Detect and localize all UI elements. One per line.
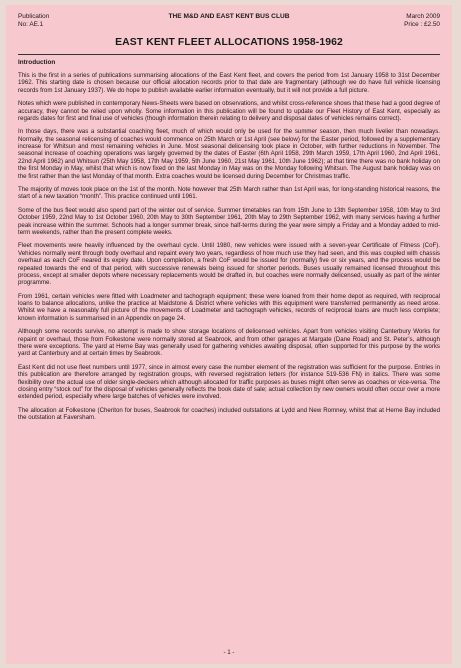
document-body — [18, 72, 440, 421]
date-price-info — [404, 13, 440, 29]
page-number: - 1 - — [223, 649, 235, 656]
paragraph: Fleet movements were heavily influenced by the overhaul cycle. Until 1980, new vehicles were issued with a seven-year Certificate of Fitness (CoF). Vehicles normally went through body overhaul and repaint every two years, regardless of how much use they had seen, and this was coupled with chassis overhaul as each CoF neared its expiry date. Upon completion, a fresh CoF would be issued for (normally) five or six years, and the process would be repeated towards the end of that period, with successive renewals being issued for shorter periods. Buses usually remained licensed throughout this process, except at smaller depots where necessary replacements would be drafted in, but coaches were normally delicensed, usually as part of the winter programme. — [18, 242, 440, 287]
paragraph: East Kent did not use fleet numbers until 1977, since in almost every case the number element of the registration was sufficient for the purpose. Entries in this publication are therefore arranged by registration groups, with reversed registration letters (for instance 519-536 FN) in italics. There was some flexibility over the actual use of older single-deckers which although allocated for traffic purposes as buses might often serve as coaches or vice-versa. The closing entry “stock out” for the disposal of vehicles generally reflects the book date of sale; actual collection by new owners would often occur over a more extended period, especially where large batches of vehicles were involved. — [18, 363, 440, 401]
publication-number: No: AE.1 — [18, 21, 44, 28]
paragraph: Notes which were published in contemporary News-Sheets were based on observations, and whilst cross-reference shows that these had a good degree of accuracy, they cannot be relied upon wholly. Some information in this publication will be found to update our Fleet History of East Kent, especially as regards dates for first and final use of vehicles (though information therein relating to delivery and disposal dates of vehicles remains correct). — [18, 100, 440, 122]
paragraph: In those days, there was a substantial coaching fleet, much of which would only be used for the summer season, then much livelier than nowadays. Normally, the seasonal relicensing of coaches would commence on 25th March or 1st April (see below) for the Easter period, followed by a supplementary increase for Whitsun and most remaining vehicles in June. Most seasonal delicensing took place in October, with further reductions in November. The seasonal increase of coaching operations was largely governed by the dates of Easter (6th April 1958, 29th March 1959, 17th April 1960, 2nd April 1961, 22nd April 1962) and Whitsun (25th May 1958, 17th May 1959, 5th June 1960, 21st May 1961, 10th June 1962); at that time there was no bank holiday on the first Monday in May, whilst that which is now fixed on the last Monday in May was on the Monday following Whitsun. The August bank holiday was on the first rather than the last Monday of that month. Extra coaches would be licensed during December for Christmas traffic. — [18, 128, 440, 180]
paragraph: This is the first in a series of publications summarising allocations of the East Kent fleet, and covers the period from 1st January 1958 to 31st December 1962. This starting date is chosen because our official allocation records prior to that date are fragmentary (although we do have full vehicle licensing records from 1st January 1937). We do hope to publish available earlier information eventually, but it will not provide a full picture. — [18, 72, 440, 94]
publication-date: March 2009 — [406, 13, 440, 20]
publication-label: Publication — [18, 13, 50, 20]
paragraph: Some of the bus fleet would also spend part of the winter out of service. Summer timetables ran from 15th June to 13th September 1958, 10th May to 3rd October 1959, 22nd May to 1st October 1960, 20th May to 30th September 1961, 20th May to 29th September 1962, with many services having a further peak increase within the summer. Schools had a longer summer break, since half-terms during the year were simply a Friday and a Monday added to mid-term weekends, rather than the present complete weeks. — [18, 206, 440, 236]
paragraph: Although some records survive, no attempt is made to show storage locations of delicensed vehicles. Apart from vehicles visiting Canterbury Works for repaint or overhaul, those from Folkestone were normally stored at Seabrook, and from other garages at Margate (Dane Road) and St. Peter’s, although there were exceptions. The yard at Herne Bay was generally used for gathering vehicles awaiting disposal, often supported for this purpose by the works yard at Canterbury and at certain times by Seabrook. — [18, 328, 440, 358]
page-header — [18, 13, 440, 35]
paragraph: The allocation at Folkestone (Cheriton for buses, Seabrook for coaches) included outstations at Lydd and New Romney, whilst that at Herne Bay included the outstation at Faversham. — [18, 406, 440, 422]
section-heading: Introduction — [18, 59, 56, 66]
document-title: EAST KENT FLEET ALLOCATIONS 1958-1962 — [115, 37, 343, 48]
paragraph: From 1961, certain vehicles were fitted with Loadmeter and tachograph equipment; these were loaned from their home depot as required, with reciprocal loans to balance allocations, unlike the practice at Maidstone & District where vehicles with this equipment were transferred permanently as need arose. Whilst we have a reasonably full picture of the movements of Loadmeter and tachograph vehicles, records of reciprocal loans are much less complete; known information is summarised in an Appendix on page 24. — [18, 292, 440, 322]
document-page — [6, 5, 452, 664]
publication-price: Price : £2.50 — [404, 21, 440, 28]
title-divider — [18, 54, 440, 55]
paragraph: The majority of moves took place on the 1st of the month. Note however that 25th March rather than 1st April was, for long-standing historical reasons, the start of a new taxation “month”. This practice continued until 1961. — [18, 186, 440, 201]
club-name: THE M&D AND EAST KENT BUS CLUB — [168, 13, 290, 20]
